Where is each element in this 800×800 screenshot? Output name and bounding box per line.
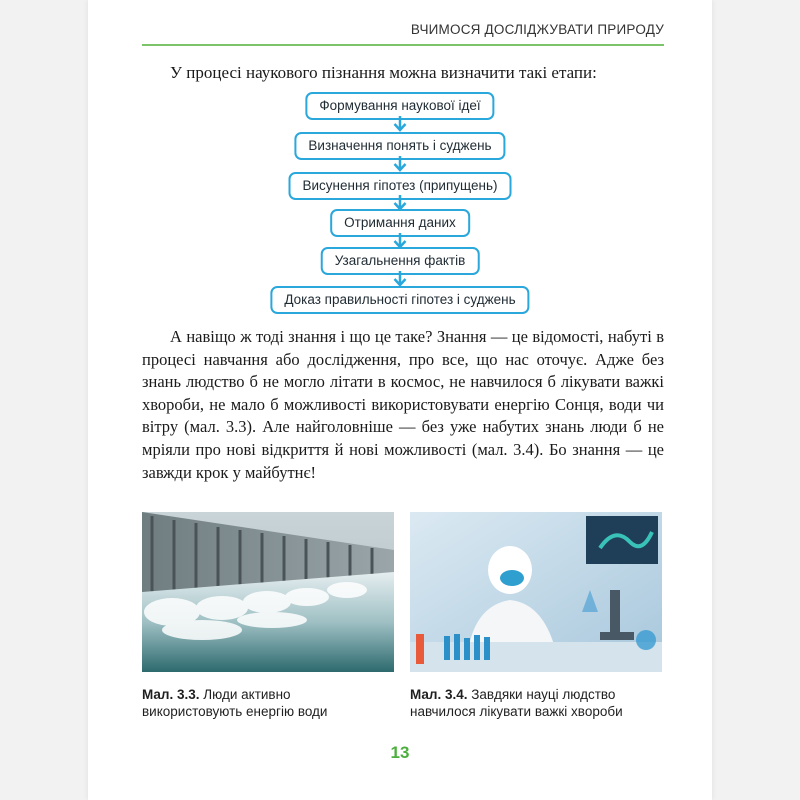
arrow-down-icon	[393, 271, 407, 287]
background-right	[712, 0, 800, 800]
flow-step-4: Отримання даних	[330, 209, 470, 237]
flow-step-3: Висунення гіпотез (припущень)	[289, 172, 512, 200]
textbook-page	[88, 0, 712, 800]
figure-label-1: Мал. 3.3.	[142, 687, 200, 702]
body-paragraph: А навіщо ж тоді знання і що це таке? Знання — це відомості, набуті в процесі навчання або дослідження, про все, що нас оточує. Адже без знань людство б не могло літати в космос, не навчилося б лікувати важкі хвороби, не мало б можливості використовувати енергію Сонця, води чи вітру (мал. 3.3). Але найголовніше — без уже набутих знань люди б не мріяли про нові відкриття й нові можливості (мал. 3.4). Бо знання — це завжди крок у майбутнє!	[142, 327, 664, 482]
lab-scientist-image	[410, 512, 662, 672]
flow-step-2: Визначення понять і суджень	[294, 132, 505, 160]
photo-lab-scientist	[410, 512, 662, 672]
header-rule	[142, 44, 664, 46]
figure-caption-1	[142, 686, 394, 720]
intro-text: У процесі наукового пізнання можна визначити такі етапи:	[170, 63, 597, 82]
body-text	[142, 326, 664, 484]
flow-step-1: Формування наукової ідеї	[305, 92, 494, 120]
figure-label-2: Мал. 3.4.	[410, 687, 468, 702]
flow-step-6: Доказ правильності гіпотез і суджень	[270, 286, 529, 314]
figure-caption-2	[410, 686, 662, 720]
background-left	[0, 0, 88, 800]
photo-hydro-dam	[142, 512, 394, 672]
running-head: ВЧИМОСЯ ДОСЛІДЖУВАТИ ПРИРОДУ	[410, 22, 664, 37]
flow-step-5: Узагальнення фактів	[321, 247, 480, 275]
arrow-down-icon	[393, 116, 407, 132]
arrow-down-icon	[393, 156, 407, 172]
hydro-dam-image	[142, 512, 394, 672]
page-number: 13	[390, 743, 410, 762]
figure-caption-text-1: Люди активно використовують енергію води	[142, 687, 328, 719]
figure-caption-text-2: Завдяки науці людство навчилося лікувати важкі хвороби	[410, 687, 623, 719]
